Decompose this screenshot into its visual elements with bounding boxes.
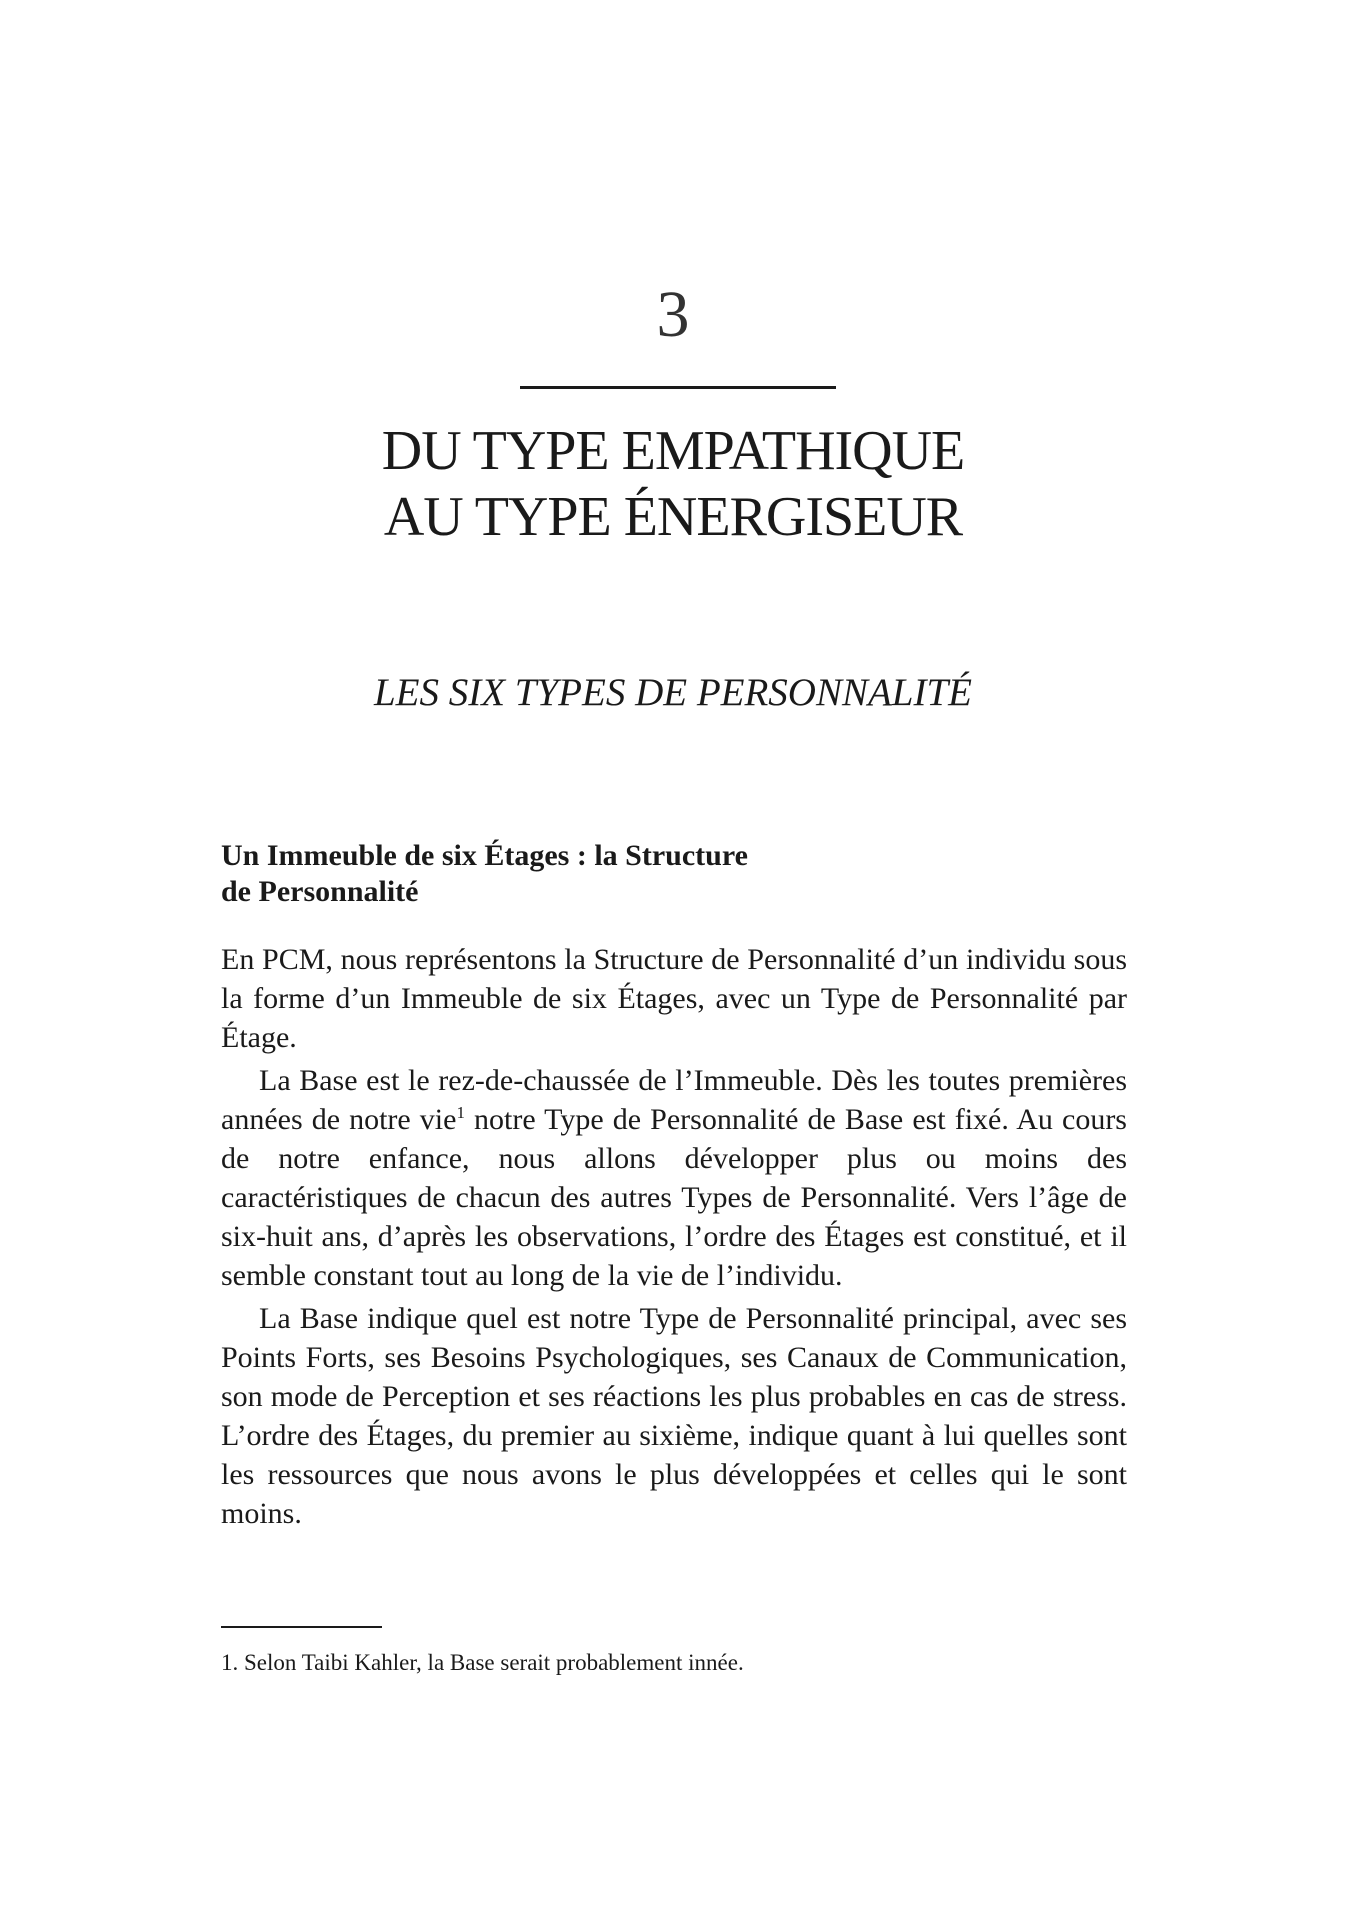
paragraph-3: La Base indique quel est notre Type de Personnalité principal, avec ses Points Forts, ses Besoins Psychologiques, ses Canaux de Communication, son mode de Perception et ses réactions les plus probables en cas de stress. L’ordre des Étages, du premier au sixième, indique quant à lui quelles sont les ressources que nous avons le plus développées et celles qui le sont moins.	[221, 1302, 1127, 1530]
subsection-title	[221, 838, 921, 910]
footnote: 1. Selon Taibi Kahler, la Base serait probablement innée.	[221, 1650, 744, 1675]
paragraph-2	[221, 1061, 1127, 1295]
body-text	[221, 940, 1127, 1537]
chapter-divider	[520, 386, 836, 389]
chapter-title-line-2: AU TYPE ÉNERGISEUR	[383, 486, 963, 548]
footnote-reference[interactable]: 1	[456, 1103, 465, 1122]
section-title: LES SIX TYPES DE PERSONNALITÉ	[373, 671, 972, 714]
paragraph-2-text-end: notre Type de Personnalité de Base est fixé. Au cours de notre enfance, nous allons développer plus ou moins des caractéristiques de chacun des autres Types de Personnalité. Vers l’âge de six-huit ans, d’après les observations, l’ordre des Étages est constitué, et il semble constant tout au long de la vie de l’individu.	[221, 1103, 1127, 1292]
subsection-title-line-2: de Personnalité	[221, 875, 419, 908]
paragraph-1: En PCM, nous représentons la Structure de Personnalité d’un individu sous la forme d’un Immeuble de six Étages, avec un Type de Personnalité par Étage.	[221, 943, 1127, 1054]
subsection-title-line-1: Un Immeuble de six Étages : la Structure	[221, 839, 748, 872]
chapter-title	[0, 418, 1346, 550]
footnote-divider	[221, 1626, 382, 1628]
paragraph-2-text-start: La Base est le rez-de-chaussée de l’Immeuble. Dès les toutes premières années de notre vie	[221, 1064, 1127, 1136]
chapter-number: 3	[656, 278, 690, 351]
chapter-title-line-1: DU TYPE EMPATHIQUE	[381, 420, 965, 482]
